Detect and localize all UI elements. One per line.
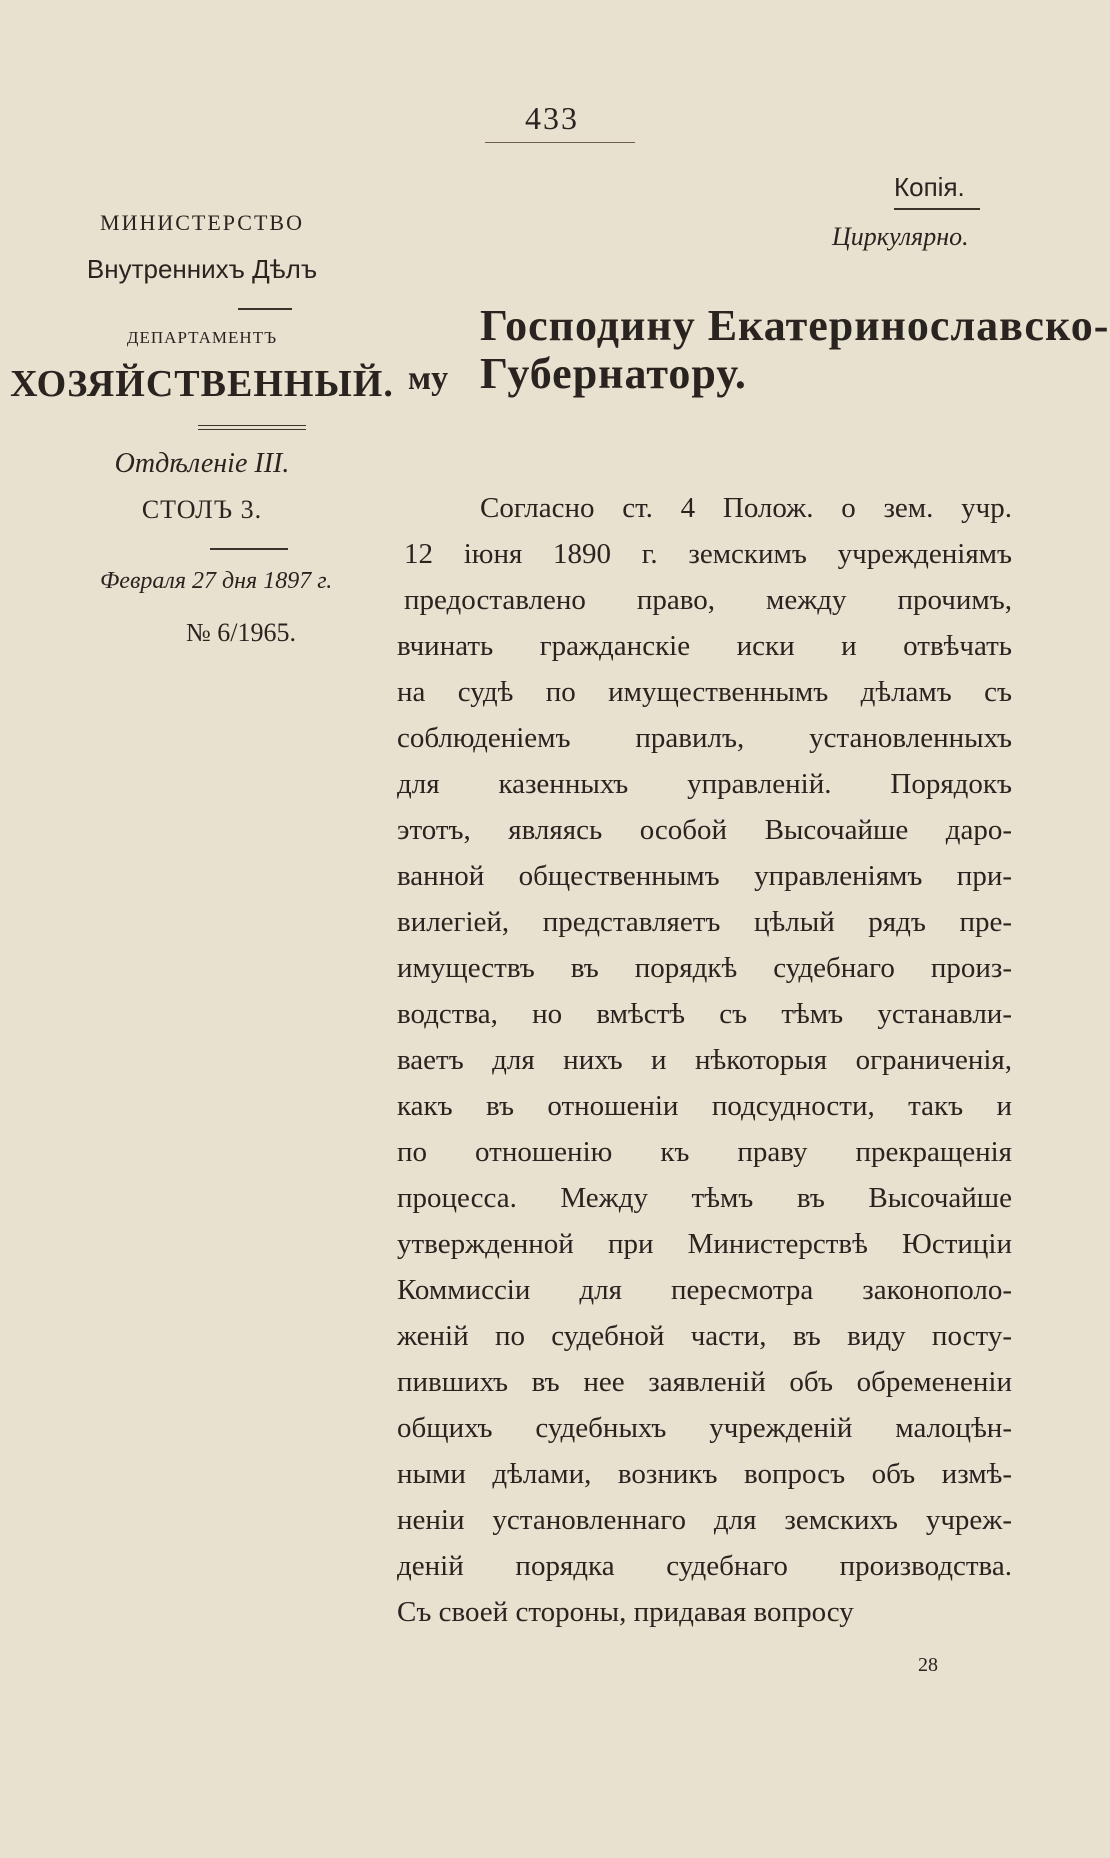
body-line: неніи установленнаго для земскихъ учреж- [397,1504,1012,1536]
ministry-subtitle: Внутреннихъ Дѣлъ [86,254,318,284]
circular-label: Циркулярно. [832,222,969,251]
body-line: деній порядка судебнаго производства. [397,1550,1012,1582]
body-line: на судѣ по имущественнымъ дѣламъ съ [397,676,1012,708]
addressee-prefix: му [408,360,449,397]
body-line: имуществъ въ порядкѣ судебнаго произ- [397,952,1012,984]
body-line: предоставлено право, между прочимъ, [404,584,1012,616]
page-number-rule [485,142,635,143]
document-number: № 6/1965. [186,618,297,647]
body-line: ваетъ для нихъ и нѣкоторыя ограниченія, [397,1044,1012,1076]
copy-label-rule [894,208,980,210]
copy-label: Копія. [894,172,965,202]
ministry-title: МИНИСТЕРСТВО [100,210,304,235]
divider-double [198,425,306,430]
body-line: водства, но вмѣстѣ съ тѣмъ устанавли- [397,998,1012,1030]
divider-long [210,548,288,550]
body-line: пившихъ въ нее заявленій объ обремененіи [397,1366,1012,1398]
body-line: вчинать гражданскіе иски и отвѣчать [397,630,1012,662]
addressee-line-2: Губернатору. [480,349,747,398]
body-line: 12 іюня 1890 г. земскимъ учрежденіямъ [404,538,1012,570]
body-line: общихъ судебныхъ учрежденій малоцѣн- [397,1412,1012,1444]
body-line: для казенныхъ управленій. Порядокъ [397,768,1012,800]
signature-mark: 28 [918,1654,938,1676]
section-label: Отдѣленіе III. [114,448,290,479]
table-label: СТОЛЪ 3. [141,495,263,524]
page-number: 433 [525,100,579,136]
body-line: утвержденной при Министерствѣ Юстиціи [397,1228,1012,1260]
body-line: какъ въ отношеніи подсудности, такъ и [397,1090,1012,1122]
body-line: женій по судебной части, въ виду посту- [397,1320,1012,1352]
addressee-line-1: Господину Екатеринославско- [480,301,1110,350]
body-line: соблюденіемъ правилъ, установленныхъ [397,722,1012,754]
body-line: Коммиссіи для пересмотра законополо- [397,1274,1012,1306]
divider-short [238,308,292,310]
body-line: ными дѣлами, возникъ вопросъ объ измѣ- [397,1458,1012,1490]
body-line: Съ своей стороны, придавая вопросу [397,1596,854,1628]
department-name: ХОЗЯЙСТВЕННЫЙ. [10,363,394,405]
body-line: ванной общественнымъ управленіямъ при- [397,860,1012,892]
department-label: ДЕПАРТАМЕНТЪ [126,328,278,347]
body-line: Согласно ст. 4 Полож. о зем. учр. [480,492,1012,524]
body-line: процесса. Между тѣмъ въ Высочайше [397,1182,1012,1214]
body-line: по отношенію къ праву прекращенія [397,1136,1012,1168]
body-line: этотъ, являясь особой Высочайше даро- [397,814,1012,846]
body-line: вилегіей, представляетъ цѣлый рядъ пре- [397,906,1012,938]
document-date: Февраля 27 дня 1897 г. [100,568,333,594]
